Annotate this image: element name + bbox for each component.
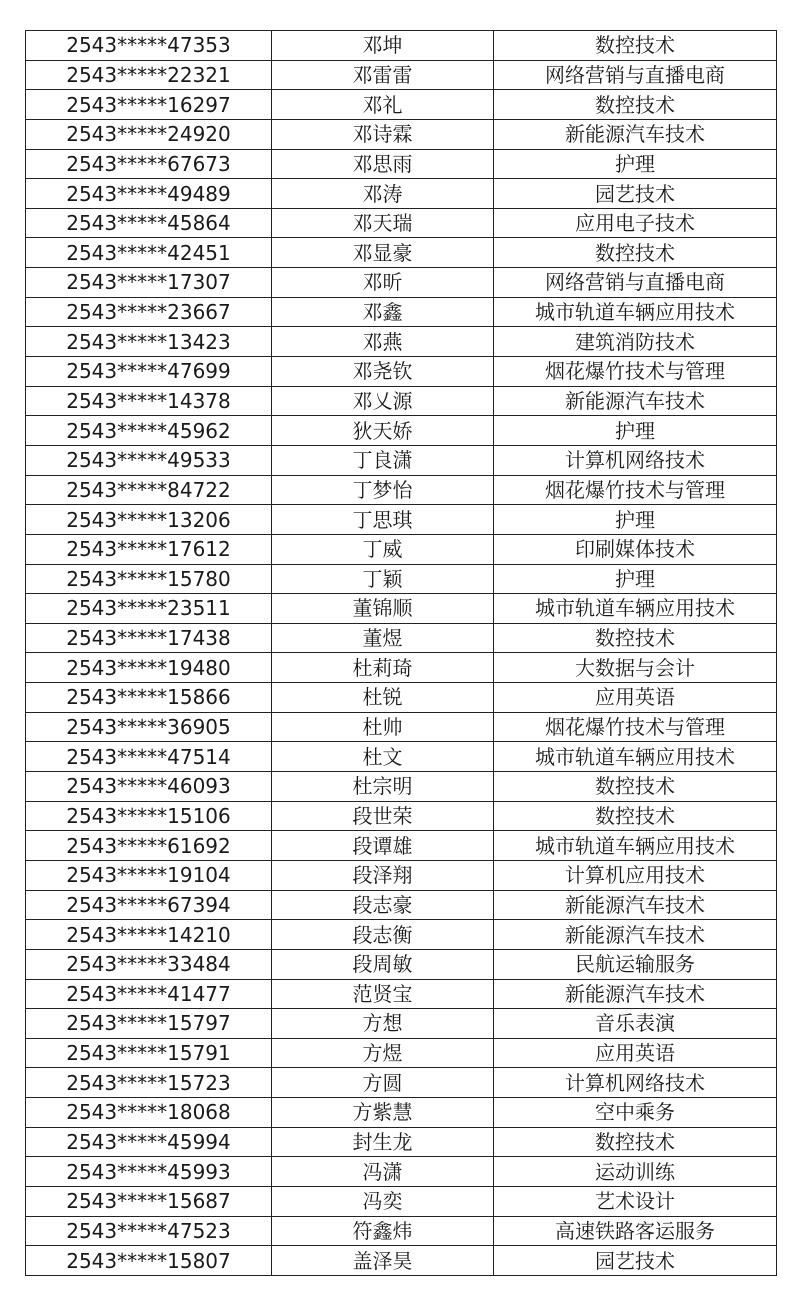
student-name-cell: 段周敏 <box>272 949 494 979</box>
candidate-id-cell: 2543*****16297 <box>26 90 272 120</box>
table-row <box>26 772 777 802</box>
major-cell: 新能源汽车技术 <box>494 920 777 950</box>
table-row <box>26 564 777 594</box>
major-cell: 新能源汽车技术 <box>494 386 777 416</box>
table-row <box>26 445 777 475</box>
student-name-cell: 丁思琪 <box>272 505 494 535</box>
major-cell: 新能源汽车技术 <box>494 890 777 920</box>
candidate-id-cell: 2543*****22321 <box>26 60 272 90</box>
student-name-cell: 杜宗明 <box>272 772 494 802</box>
student-name-cell: 杜莉琦 <box>272 653 494 683</box>
table-row <box>26 920 777 950</box>
major-cell: 印刷媒体技术 <box>494 534 777 564</box>
table-row <box>26 238 777 268</box>
major-cell: 音乐表演 <box>494 1009 777 1039</box>
student-name-cell: 范贤宝 <box>272 979 494 1009</box>
candidate-id-cell: 2543*****45993 <box>26 1157 272 1187</box>
major-cell: 数控技术 <box>494 623 777 653</box>
student-name-cell: 邓诗霖 <box>272 119 494 149</box>
student-name-cell: 邓显豪 <box>272 238 494 268</box>
major-cell: 数控技术 <box>494 1127 777 1157</box>
table-row <box>26 60 777 90</box>
table-row <box>26 1216 777 1246</box>
major-cell: 网络营销与直播电商 <box>494 60 777 90</box>
candidate-id-cell: 2543*****13206 <box>26 505 272 535</box>
major-cell: 新能源汽车技术 <box>494 979 777 1009</box>
major-cell: 空中乘务 <box>494 1098 777 1128</box>
table-row <box>26 386 777 416</box>
table-row <box>26 534 777 564</box>
candidate-id-cell: 2543*****15866 <box>26 683 272 713</box>
major-cell: 数控技术 <box>494 31 777 61</box>
student-name-cell: 邓涛 <box>272 179 494 209</box>
student-name-cell: 邓尧钦 <box>272 357 494 387</box>
candidate-id-cell: 2543*****17307 <box>26 268 272 298</box>
major-cell: 应用英语 <box>494 1038 777 1068</box>
student-name-cell: 邓坤 <box>272 31 494 61</box>
student-name-cell: 邓昕 <box>272 268 494 298</box>
student-name-cell: 丁梦怡 <box>272 475 494 505</box>
student-name-cell: 盖泽昊 <box>272 1246 494 1276</box>
student-name-cell: 方紫慧 <box>272 1098 494 1128</box>
major-cell: 城市轨道车辆应用技术 <box>494 594 777 624</box>
roster-sheet <box>25 30 777 1276</box>
student-name-cell: 方圆 <box>272 1068 494 1098</box>
candidate-id-cell: 2543*****19480 <box>26 653 272 683</box>
candidate-id-cell: 2543*****47523 <box>26 1216 272 1246</box>
major-cell: 护理 <box>494 416 777 446</box>
candidate-id-cell: 2543*****14378 <box>26 386 272 416</box>
table-row <box>26 683 777 713</box>
student-name-cell: 杜文 <box>272 742 494 772</box>
table-row <box>26 179 777 209</box>
table-row <box>26 475 777 505</box>
table-row <box>26 742 777 772</box>
table-row <box>26 505 777 535</box>
candidate-id-cell: 2543*****15807 <box>26 1246 272 1276</box>
major-cell: 护理 <box>494 564 777 594</box>
major-cell: 计算机网络技术 <box>494 445 777 475</box>
table-row <box>26 357 777 387</box>
table-row <box>26 653 777 683</box>
student-name-cell: 冯潇 <box>272 1157 494 1187</box>
major-cell: 数控技术 <box>494 801 777 831</box>
candidate-id-cell: 2543*****14210 <box>26 920 272 950</box>
roster-body <box>26 31 777 1276</box>
student-name-cell: 丁颖 <box>272 564 494 594</box>
student-name-cell: 邓雷雷 <box>272 60 494 90</box>
major-cell: 新能源汽车技术 <box>494 119 777 149</box>
candidate-id-cell: 2543*****23667 <box>26 297 272 327</box>
candidate-id-cell: 2543*****67673 <box>26 149 272 179</box>
table-row <box>26 1246 777 1276</box>
major-cell: 数控技术 <box>494 238 777 268</box>
major-cell: 高速铁路客运服务 <box>494 1216 777 1246</box>
candidate-id-cell: 2543*****49533 <box>26 445 272 475</box>
table-row <box>26 890 777 920</box>
student-name-cell: 邓乂源 <box>272 386 494 416</box>
student-name-cell: 段志豪 <box>272 890 494 920</box>
table-row <box>26 149 777 179</box>
table-row <box>26 31 777 61</box>
major-cell: 运动训练 <box>494 1157 777 1187</box>
major-cell: 计算机应用技术 <box>494 860 777 890</box>
major-cell: 数控技术 <box>494 90 777 120</box>
major-cell: 烟花爆竹技术与管理 <box>494 475 777 505</box>
candidate-id-cell: 2543*****17438 <box>26 623 272 653</box>
candidate-id-cell: 2543*****15106 <box>26 801 272 831</box>
student-name-cell: 封生龙 <box>272 1127 494 1157</box>
candidate-id-cell: 2543*****13423 <box>26 327 272 357</box>
major-cell: 应用英语 <box>494 683 777 713</box>
major-cell: 烟花爆竹技术与管理 <box>494 712 777 742</box>
candidate-id-cell: 2543*****84722 <box>26 475 272 505</box>
table-row <box>26 623 777 653</box>
student-name-cell: 董锦顺 <box>272 594 494 624</box>
student-name-cell: 丁威 <box>272 534 494 564</box>
table-row <box>26 979 777 1009</box>
candidate-id-cell: 2543*****47353 <box>26 31 272 61</box>
candidate-id-cell: 2543*****24920 <box>26 119 272 149</box>
major-cell: 艺术设计 <box>494 1186 777 1216</box>
student-name-cell: 冯奕 <box>272 1186 494 1216</box>
major-cell: 建筑消防技术 <box>494 327 777 357</box>
candidate-id-cell: 2543*****46093 <box>26 772 272 802</box>
major-cell: 城市轨道车辆应用技术 <box>494 742 777 772</box>
major-cell: 园艺技术 <box>494 1246 777 1276</box>
student-name-cell: 杜帅 <box>272 712 494 742</box>
candidate-id-cell: 2543*****47514 <box>26 742 272 772</box>
candidate-id-cell: 2543*****15791 <box>26 1038 272 1068</box>
student-name-cell: 董煜 <box>272 623 494 653</box>
student-name-cell: 段志衡 <box>272 920 494 950</box>
major-cell: 民航运输服务 <box>494 949 777 979</box>
student-name-cell: 段谭雄 <box>272 831 494 861</box>
major-cell: 网络营销与直播电商 <box>494 268 777 298</box>
candidate-id-cell: 2543*****19104 <box>26 860 272 890</box>
candidate-id-cell: 2543*****47699 <box>26 357 272 387</box>
candidate-id-cell: 2543*****42451 <box>26 238 272 268</box>
major-cell: 城市轨道车辆应用技术 <box>494 831 777 861</box>
table-row <box>26 416 777 446</box>
major-cell: 数控技术 <box>494 772 777 802</box>
table-row <box>26 208 777 238</box>
student-name-cell: 丁良潇 <box>272 445 494 475</box>
major-cell: 园艺技术 <box>494 179 777 209</box>
candidate-id-cell: 2543*****45962 <box>26 416 272 446</box>
table-row <box>26 949 777 979</box>
table-row <box>26 712 777 742</box>
table-row <box>26 1009 777 1039</box>
student-name-cell: 邓礼 <box>272 90 494 120</box>
candidate-id-cell: 2543*****15797 <box>26 1009 272 1039</box>
major-cell: 护理 <box>494 505 777 535</box>
candidate-id-cell: 2543*****36905 <box>26 712 272 742</box>
student-name-cell: 邓燕 <box>272 327 494 357</box>
table-row <box>26 1186 777 1216</box>
candidate-id-cell: 2543*****67394 <box>26 890 272 920</box>
major-cell: 烟花爆竹技术与管理 <box>494 357 777 387</box>
table-row <box>26 860 777 890</box>
major-cell: 应用电子技术 <box>494 208 777 238</box>
table-row <box>26 1127 777 1157</box>
table-row <box>26 831 777 861</box>
table-row <box>26 268 777 298</box>
table-row <box>26 90 777 120</box>
student-name-cell: 符鑫炜 <box>272 1216 494 1246</box>
candidate-id-cell: 2543*****23511 <box>26 594 272 624</box>
major-cell: 大数据与会计 <box>494 653 777 683</box>
student-name-cell: 邓天瑞 <box>272 208 494 238</box>
table-row <box>26 297 777 327</box>
student-name-cell: 方煜 <box>272 1038 494 1068</box>
candidate-id-cell: 2543*****15687 <box>26 1186 272 1216</box>
major-cell: 计算机网络技术 <box>494 1068 777 1098</box>
major-cell: 城市轨道车辆应用技术 <box>494 297 777 327</box>
table-row <box>26 1098 777 1128</box>
student-name-cell: 狄天娇 <box>272 416 494 446</box>
table-row <box>26 1157 777 1187</box>
candidate-id-cell: 2543*****49489 <box>26 179 272 209</box>
student-name-cell: 杜锐 <box>272 683 494 713</box>
candidate-id-cell: 2543*****45864 <box>26 208 272 238</box>
admission-roster-table <box>25 30 777 1276</box>
candidate-id-cell: 2543*****33484 <box>26 949 272 979</box>
table-row <box>26 119 777 149</box>
table-row <box>26 327 777 357</box>
candidate-id-cell: 2543*****45994 <box>26 1127 272 1157</box>
table-row <box>26 1038 777 1068</box>
table-row <box>26 594 777 624</box>
candidate-id-cell: 2543*****15780 <box>26 564 272 594</box>
table-row <box>26 1068 777 1098</box>
student-name-cell: 方想 <box>272 1009 494 1039</box>
student-name-cell: 邓思雨 <box>272 149 494 179</box>
student-name-cell: 段世荣 <box>272 801 494 831</box>
student-name-cell: 段泽翔 <box>272 860 494 890</box>
candidate-id-cell: 2543*****61692 <box>26 831 272 861</box>
major-cell: 护理 <box>494 149 777 179</box>
student-name-cell: 邓鑫 <box>272 297 494 327</box>
candidate-id-cell: 2543*****17612 <box>26 534 272 564</box>
candidate-id-cell: 2543*****15723 <box>26 1068 272 1098</box>
candidate-id-cell: 2543*****41477 <box>26 979 272 1009</box>
candidate-id-cell: 2543*****18068 <box>26 1098 272 1128</box>
table-row <box>26 801 777 831</box>
